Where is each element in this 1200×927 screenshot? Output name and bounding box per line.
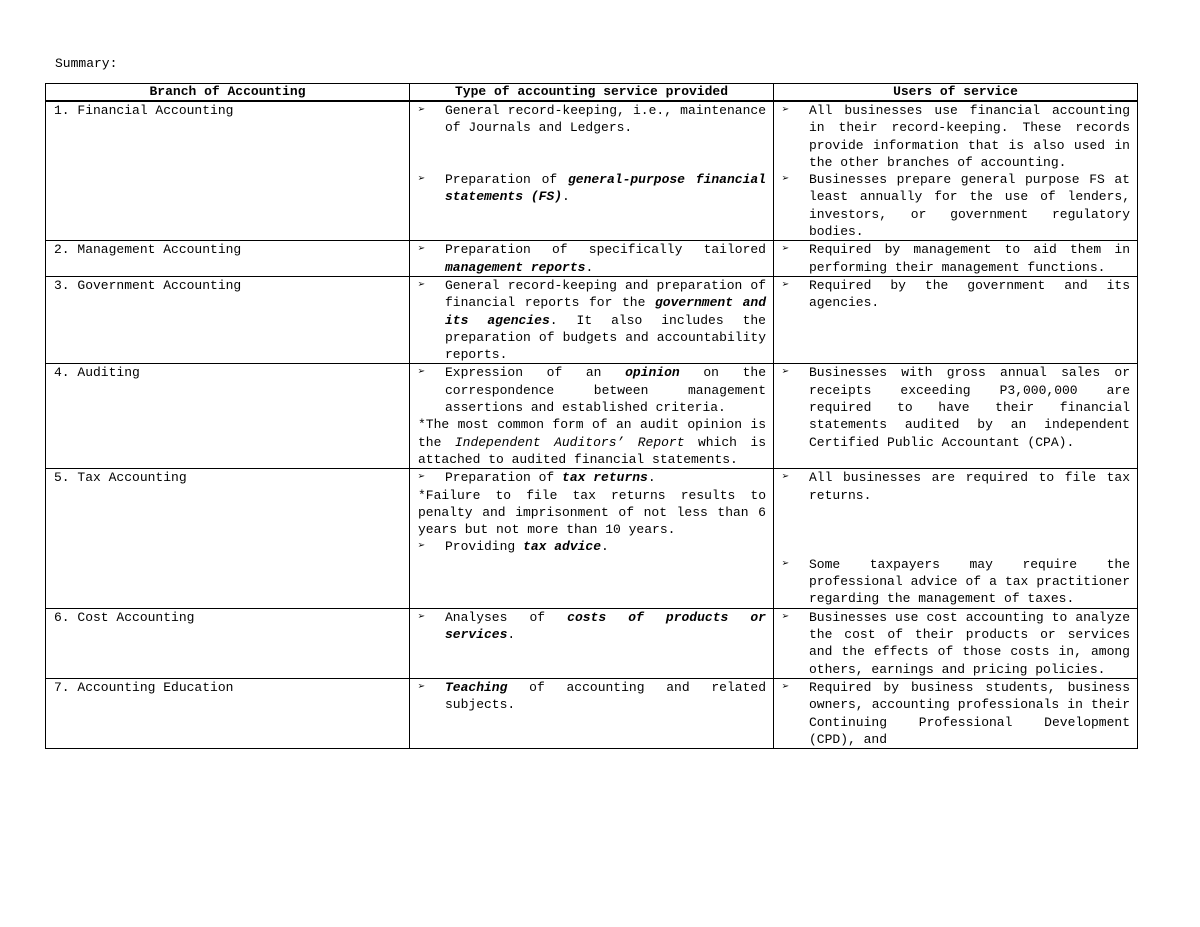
arrow-bullet-icon: ➢ (418, 365, 426, 380)
arrow-bullet-icon: ➢ (782, 470, 790, 485)
table-header-row (46, 84, 1138, 102)
arrow-bullet-icon: ➢ (782, 277, 790, 292)
arrow-bullet-icon: ➢ (782, 556, 790, 571)
table-row (46, 276, 1138, 363)
branch-cell: 3. Government Accounting (46, 276, 410, 363)
users-cell (774, 241, 1138, 277)
service-bullet: ➢ Analyses of costs of products or services. (418, 609, 766, 643)
users-bullet: ➢ Required by business students, business owners, accounting professionals in their Continuing Professional Development (CPD), and (782, 679, 1130, 747)
branch-cell: 7. Accounting Education (46, 678, 410, 748)
table-row (46, 469, 1138, 608)
users-bullet: ➢ Required by the government and its agencies. (782, 277, 1130, 311)
service-bullet: ➢ Preparation of specifically tailored management reports. (418, 242, 766, 275)
header-users: Users of service (774, 84, 1138, 102)
header-branch: Branch of Accounting (46, 84, 410, 102)
service-bullet: ➢ General record-keeping, i.e., maintenance of Journals and Ledgers. (418, 103, 766, 136)
users-bullet: ➢ All businesses are required to file tax returns. (782, 470, 1130, 503)
branch-cell: 6. Cost Accounting (46, 608, 410, 678)
service-bullet: ➢ Preparation of tax returns. (418, 470, 656, 486)
users-bullet: ➢ Businesses prepare general purpose FS at least annually for the use of lenders, investors, or government regulatory bodies. (782, 172, 1130, 240)
service-cell (410, 276, 774, 363)
table-row (46, 608, 1138, 678)
users-cell (774, 364, 1138, 469)
users-bullet: ➢ Businesses use cost accounting to analyze the cost of their products or services and the effects of those costs in, among others, earnings and pricing policies. (782, 609, 1130, 677)
service-cell (410, 241, 774, 277)
summary-label: Summary: (55, 56, 118, 71)
service-cell (410, 678, 774, 748)
arrow-bullet-icon: ➢ (782, 609, 790, 624)
users-cell (774, 276, 1138, 363)
arrow-bullet-icon: ➢ (782, 365, 790, 380)
service-bullet: ➢ Preparation of general-purpose financial statements (FS). (418, 171, 766, 204)
table-row (46, 241, 1138, 277)
users-bullet: ➢ Businesses with gross annual sales or receipts exceeding P3,000,000 are required to have their financial statements audited by an independent Certified Public Accountant (CPA). (782, 365, 1130, 450)
arrow-bullet-icon: ➢ (418, 277, 426, 292)
header-service-type: Type of accounting service provided (410, 84, 774, 102)
users-bullet: ➢ Some taxpayers may require the professional advice of a tax practitioner regarding the management of taxes. (782, 556, 1130, 607)
arrow-bullet-icon: ➢ (782, 103, 790, 117)
service-cell (410, 101, 774, 241)
arrow-bullet-icon: ➢ (418, 242, 426, 257)
arrow-bullet-icon: ➢ (418, 679, 426, 694)
arrow-bullet-icon: ➢ (782, 679, 790, 694)
branch-cell: 4. Auditing (46, 364, 410, 469)
users-cell (774, 101, 1138, 241)
service-bullet: ➢ Teaching of accounting and related subjects. (418, 679, 766, 713)
service-cell (410, 469, 774, 608)
arrow-bullet-icon: ➢ (418, 103, 426, 117)
users-cell (774, 678, 1138, 748)
arrow-bullet-icon: ➢ (418, 171, 426, 186)
arrow-bullet-icon: ➢ (418, 609, 426, 624)
table-row (46, 678, 1138, 748)
table-row (46, 101, 1138, 241)
users-bullet: ➢ All businesses use financial accounting in their record-keeping. These records provide information that is also used in the other branches of accounting. (782, 103, 1130, 170)
service-bullet: ➢ Expression of an opinion on the correspondence between management assertions and established criteria. (418, 365, 767, 416)
branch-cell: 2. Management Accounting (46, 241, 410, 277)
branch-cell: 1. Financial Accounting (46, 101, 410, 241)
table-row (46, 364, 1138, 469)
arrow-bullet-icon: ➢ (418, 470, 426, 485)
tax-note: *Failure to file tax returns results to penalty and imprisonment of not less than 6 years but not more than 10 years. (418, 487, 766, 538)
audit-note: *The most common form of an audit opinion is the Independent Auditors’ Report which is attached to audited financial statements. (418, 417, 766, 467)
service-cell (410, 364, 774, 469)
users-bullet: ➢ Required by management to aid them in performing their management functions. (782, 242, 1130, 275)
service-cell (410, 608, 774, 678)
users-cell (774, 608, 1138, 678)
arrow-bullet-icon: ➢ (782, 172, 790, 187)
service-bullet: ➢ General record-keeping and preparation of financial reports for the government and its agencies. It also includes the preparation of budgets and accountability reports. (418, 277, 766, 363)
arrow-bullet-icon: ➢ (782, 242, 790, 257)
accounting-branches-table (45, 83, 1138, 749)
users-cell (774, 469, 1138, 608)
arrow-bullet-icon: ➢ (418, 539, 426, 554)
branch-cell: 5. Tax Accounting (46, 469, 410, 608)
service-bullet: ➢ Providing tax advice. (418, 539, 609, 555)
